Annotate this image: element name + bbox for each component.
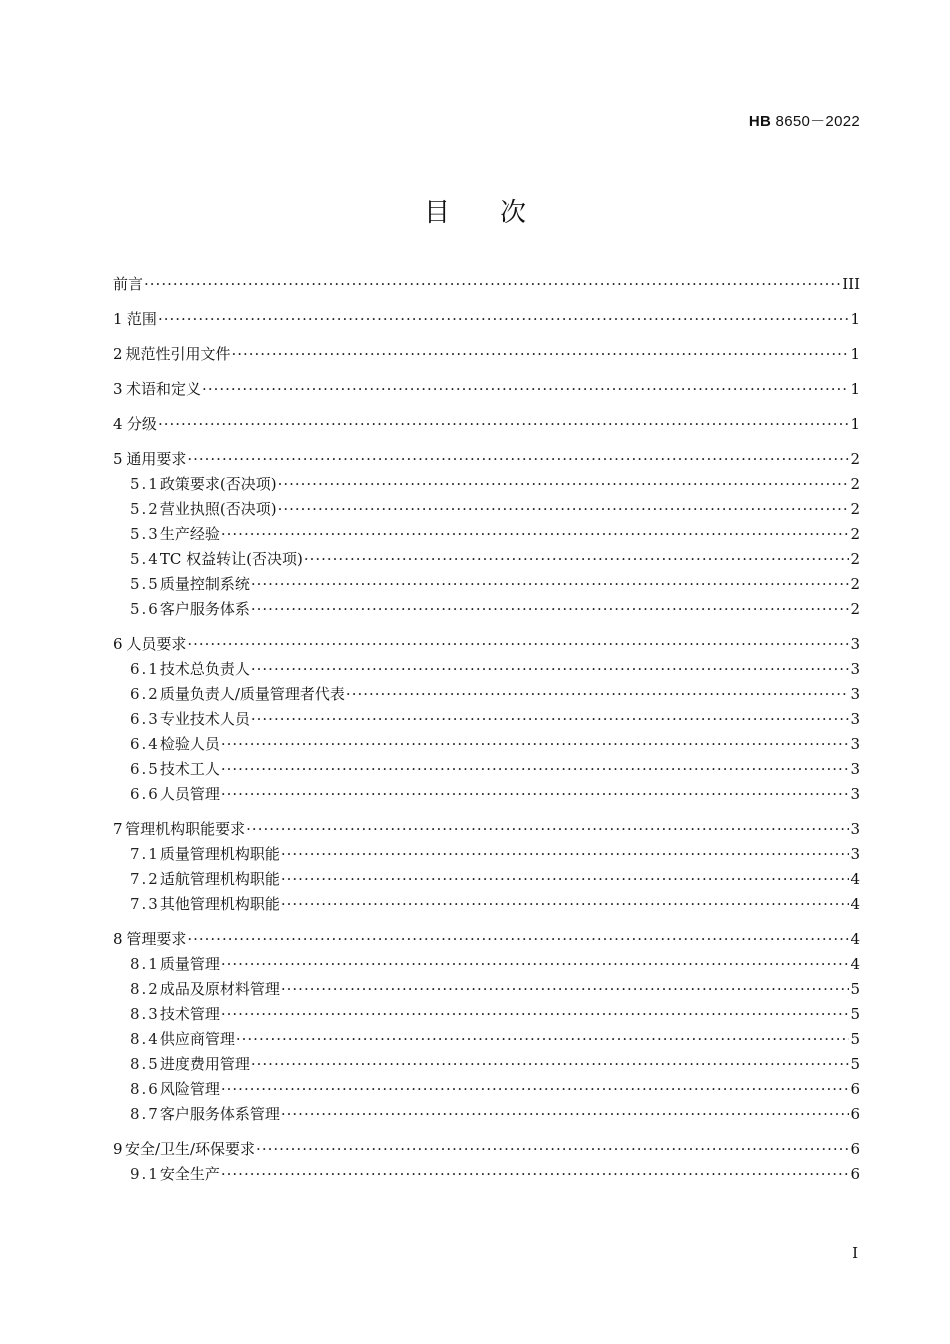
toc-entry[interactable] xyxy=(113,1137,860,1162)
table-of-contents xyxy=(113,272,860,1187)
toc-entry-page: 5 xyxy=(850,1055,860,1073)
toc-entry-page: 6 xyxy=(850,1165,860,1183)
toc-entry-page: 3 xyxy=(850,820,860,838)
toc-entry-label: 进度费用管理 xyxy=(159,1055,250,1073)
toc-entry-label: 适航管理机构职能 xyxy=(159,870,280,888)
toc-entry-label: 前言 xyxy=(113,275,144,293)
dot-leader xyxy=(251,707,850,732)
toc-entry-label: 供应商管理 xyxy=(159,1030,235,1048)
toc-entry-number: 6.4 xyxy=(130,735,160,753)
toc-subentry[interactable] xyxy=(113,952,860,977)
document-code xyxy=(749,110,860,131)
toc-subentry[interactable] xyxy=(113,867,860,892)
toc-subentry[interactable] xyxy=(113,977,860,1002)
toc-entry-label: 政策要求(否决项) xyxy=(159,475,277,493)
toc-entry-page: 2 xyxy=(850,525,860,543)
toc-entry-page: 2 xyxy=(850,450,860,468)
toc-entry-page: 6 xyxy=(850,1105,860,1123)
toc-entry-number: 5.2 xyxy=(130,500,160,518)
toc-entry[interactable] xyxy=(113,447,860,472)
toc-entry-label: 客户服务体系管理 xyxy=(159,1105,280,1123)
toc-entry-page: 6 xyxy=(850,1080,860,1098)
toc-subentry[interactable] xyxy=(113,497,860,522)
toc-entry-number: 2 xyxy=(113,345,123,363)
toc-entry-number: 5.5 xyxy=(130,575,160,593)
document-code-number: 8650－2022 xyxy=(771,113,860,130)
toc-entry-number: 5.4 xyxy=(130,550,160,568)
dot-leader xyxy=(158,412,850,437)
toc-entry-page: 6 xyxy=(850,1140,860,1158)
toc-entry-page: 3 xyxy=(850,710,860,728)
toc-entry-label: 质量管理 xyxy=(159,955,220,973)
toc-subentry[interactable] xyxy=(113,572,860,597)
toc-entry-label: 营业执照(否决项) xyxy=(159,500,277,518)
toc-entry[interactable] xyxy=(113,632,860,657)
toc-entry-number: 8 xyxy=(113,930,123,948)
toc-entry-number: 7 xyxy=(113,820,123,838)
dot-leader xyxy=(281,977,850,1002)
toc-subentry[interactable] xyxy=(113,757,860,782)
toc-entry-page: 4 xyxy=(850,955,860,973)
toc-entry-number: 5.3 xyxy=(130,525,160,543)
toc-entry-number: 5.6 xyxy=(130,600,160,618)
toc-entry-label: 检验人员 xyxy=(159,735,220,753)
toc-entry-label: 范围 xyxy=(126,310,157,328)
page-number: I xyxy=(852,1244,858,1262)
toc-entry-label: TC 权益转让(否决项) xyxy=(159,550,303,568)
toc-entry-label: 专业技术人员 xyxy=(159,710,250,728)
toc-entry[interactable] xyxy=(113,272,860,297)
toc-entry-number: 8.3 xyxy=(130,1005,160,1023)
toc-entry-page: 3 xyxy=(850,735,860,753)
dot-leader xyxy=(251,597,850,622)
toc-subentry[interactable] xyxy=(113,782,860,807)
toc-entry-page: 2 xyxy=(850,500,860,518)
dot-leader xyxy=(251,572,850,597)
dot-leader xyxy=(187,927,849,952)
toc-entry-number: 8.7 xyxy=(130,1105,160,1123)
toc-subentry[interactable] xyxy=(113,1052,860,1077)
toc-entry-page: 3 xyxy=(850,660,860,678)
toc-entry-label: 管理要求 xyxy=(126,930,187,948)
toc-entry-number: 8.5 xyxy=(130,1055,160,1073)
toc-entry[interactable] xyxy=(113,342,860,367)
toc-entry-number: 6.3 xyxy=(130,710,160,728)
toc-entry-label: 分级 xyxy=(126,415,157,433)
dot-leader xyxy=(202,377,849,402)
dot-leader xyxy=(221,1077,850,1102)
toc-entry-page: 1 xyxy=(850,310,860,328)
toc-entry-number: 8.2 xyxy=(130,980,160,998)
page-title: 目次 xyxy=(423,198,576,228)
toc-entry[interactable] xyxy=(113,307,860,332)
toc-entry-page: 3 xyxy=(850,845,860,863)
toc-entry-number: 8.4 xyxy=(130,1030,160,1048)
dot-leader xyxy=(221,732,850,757)
dot-leader xyxy=(221,1002,850,1027)
toc-entry-label: 质量管理机构职能 xyxy=(159,845,280,863)
dot-leader xyxy=(281,867,850,892)
toc-entry[interactable] xyxy=(113,377,860,402)
toc-entry-number: 6.6 xyxy=(130,785,160,803)
toc-subentry[interactable] xyxy=(113,472,860,497)
toc-entry-number: 5 xyxy=(113,450,123,468)
dot-leader xyxy=(278,472,850,497)
dot-leader xyxy=(281,842,850,867)
toc-entry-page: 5 xyxy=(850,1030,860,1048)
toc-subentry[interactable] xyxy=(113,597,860,622)
toc-entry-label: 管理机构职能要求 xyxy=(125,820,246,838)
toc-entry-page: 4 xyxy=(850,870,860,888)
toc-entry-number: 4 xyxy=(113,415,123,433)
dot-leader xyxy=(187,632,849,657)
toc-entry-page: 3 xyxy=(850,760,860,778)
toc-entry-page: 3 xyxy=(850,785,860,803)
dot-leader xyxy=(281,892,850,917)
toc-subentry[interactable] xyxy=(113,707,860,732)
dot-leader xyxy=(221,782,850,807)
dot-leader xyxy=(236,1027,850,1052)
toc-entry-page: 3 xyxy=(850,685,860,703)
dot-leader xyxy=(187,447,849,472)
document-code-prefix: HB xyxy=(748,113,772,130)
dot-leader xyxy=(246,817,849,842)
dot-leader xyxy=(221,1162,850,1187)
toc-entry-label: 规范性引用文件 xyxy=(125,345,231,363)
toc-subentry[interactable] xyxy=(113,842,860,867)
toc-entry-number: 7.2 xyxy=(130,870,160,888)
toc-subentry[interactable] xyxy=(113,1002,860,1027)
toc-entry-number: 5.1 xyxy=(130,475,160,493)
toc-entry-label: 技术总负责人 xyxy=(159,660,250,678)
toc-entry-page: 1 xyxy=(850,415,860,433)
toc-entry-page: 2 xyxy=(850,600,860,618)
dot-leader xyxy=(221,952,850,977)
toc-entry-label: 技术工人 xyxy=(159,760,220,778)
toc-entry-number: 6.2 xyxy=(130,685,160,703)
toc-entry-number: 8.1 xyxy=(130,955,160,973)
dot-leader xyxy=(281,1102,850,1127)
dot-leader xyxy=(346,682,850,707)
toc-subentry[interactable] xyxy=(113,657,860,682)
toc-entry[interactable] xyxy=(113,927,860,952)
toc-entry-page: 3 xyxy=(850,635,860,653)
toc-entry-number: 6.1 xyxy=(130,660,160,678)
dot-leader xyxy=(144,272,841,297)
toc-entry-page: 4 xyxy=(850,895,860,913)
toc-entry-number: 3 xyxy=(113,380,123,398)
toc-entry-page: 2 xyxy=(850,550,860,568)
toc-entry-number: 9 xyxy=(113,1140,123,1158)
toc-entry-number: 7.3 xyxy=(130,895,160,913)
toc-entry-page: 1 xyxy=(850,380,860,398)
toc-entry-page: III xyxy=(842,275,860,293)
toc-subentry[interactable] xyxy=(113,547,860,572)
toc-subentry[interactable] xyxy=(113,522,860,547)
toc-entry-number: 1 xyxy=(113,310,123,328)
toc-entry-number: 9.1 xyxy=(130,1165,160,1183)
toc-entry-number: 8.6 xyxy=(130,1080,160,1098)
toc-entry-label: 安全生产 xyxy=(159,1165,220,1183)
toc-entry-label: 成品及原材料管理 xyxy=(159,980,280,998)
toc-entry[interactable] xyxy=(113,817,860,842)
toc-entry-label: 质量负责人/质量管理者代表 xyxy=(159,685,345,703)
toc-entry[interactable] xyxy=(113,412,860,437)
toc-entry-page: 5 xyxy=(850,980,860,998)
toc-subentry[interactable] xyxy=(113,1102,860,1127)
toc-entry-page: 2 xyxy=(850,475,860,493)
toc-entry-label: 人员管理 xyxy=(159,785,220,803)
dot-leader xyxy=(231,342,849,367)
toc-subentry[interactable] xyxy=(113,892,860,917)
toc-subentry[interactable] xyxy=(113,732,860,757)
toc-entry-label: 其他管理机构职能 xyxy=(159,895,280,913)
toc-entry-page: 4 xyxy=(850,930,860,948)
toc-entry-label: 人员要求 xyxy=(126,635,187,653)
toc-entry-label: 通用要求 xyxy=(126,450,187,468)
toc-entry-number: 6 xyxy=(113,635,123,653)
dot-leader xyxy=(256,1137,849,1162)
toc-entry-page: 2 xyxy=(850,575,860,593)
toc-subentry[interactable] xyxy=(113,682,860,707)
dot-leader xyxy=(251,1052,850,1077)
dot-leader xyxy=(221,757,850,782)
toc-entry-label: 质量控制系统 xyxy=(159,575,250,593)
toc-subentry[interactable] xyxy=(113,1077,860,1102)
toc-entry-label: 客户服务体系 xyxy=(159,600,250,618)
toc-entry-page: 1 xyxy=(850,345,860,363)
toc-entry-number: 6.5 xyxy=(130,760,160,778)
toc-entry-label: 安全/卫生/环保要求 xyxy=(124,1140,256,1158)
toc-entry-label: 术语和定义 xyxy=(126,380,202,398)
toc-subentry[interactable] xyxy=(113,1027,860,1052)
toc-entry-label: 风险管理 xyxy=(159,1080,220,1098)
dot-leader xyxy=(251,657,850,682)
dot-leader xyxy=(158,307,850,332)
dot-leader xyxy=(221,522,850,547)
toc-entry-page: 5 xyxy=(850,1005,860,1023)
toc-entry-number: 7.1 xyxy=(130,845,160,863)
toc-entry-label: 技术管理 xyxy=(159,1005,220,1023)
dot-leader xyxy=(304,547,850,572)
dot-leader xyxy=(278,497,850,522)
toc-entry-label: 生产经验 xyxy=(159,525,220,543)
toc-subentry[interactable] xyxy=(113,1162,860,1187)
